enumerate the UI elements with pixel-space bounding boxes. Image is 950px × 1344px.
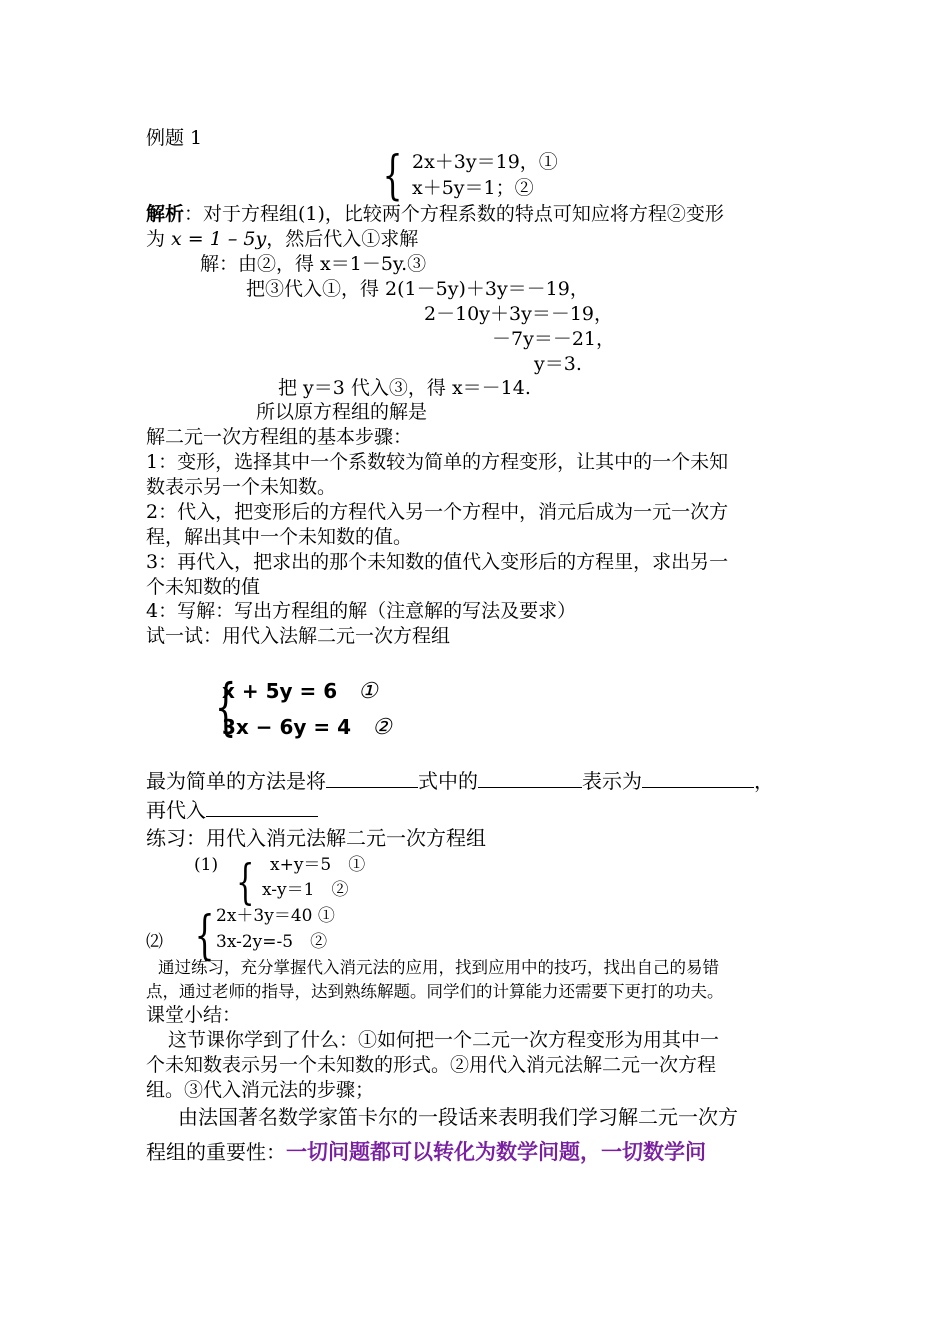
fill-text2: 式中的 bbox=[418, 769, 478, 793]
trial-eq2 bbox=[222, 715, 392, 740]
fill-text3: 表示为 bbox=[582, 769, 642, 793]
solution-line1: 解：由②，得 x＝1－5y.③ bbox=[200, 253, 427, 275]
step3-line1: 3：再代入，把求出的那个未知数的值代入变形后的方程里，求出另一 bbox=[146, 551, 729, 573]
summary-heading: 课堂小结： bbox=[146, 1004, 242, 1026]
fill-blank4[interactable] bbox=[206, 798, 318, 817]
practice-number1: (1) bbox=[194, 855, 219, 875]
analysis-line1 bbox=[146, 202, 724, 226]
solution-line5: y＝3. bbox=[534, 353, 582, 375]
practice2-brace: { bbox=[194, 906, 215, 966]
summary-line5 bbox=[146, 1140, 706, 1164]
example-eq1: 2x＋3y＝19，① bbox=[412, 151, 558, 173]
trial-brace: { bbox=[214, 670, 237, 743]
steps-heading: 解二元一次方程组的基本步骤： bbox=[146, 426, 413, 448]
step4: 4：写解：写出方程组的解（注意解的写法及要求） bbox=[146, 600, 577, 622]
practice-heading: 练习：用代入消元法解二元一次方程组 bbox=[146, 826, 486, 850]
fill-text4: ， bbox=[754, 769, 774, 793]
trial-eq1-mark: ① bbox=[358, 679, 378, 704]
solution-line4: －7y＝－21， bbox=[492, 328, 615, 350]
summary-emphasis: 一切问题都可以转化为数学问题，一切数学问 bbox=[286, 1140, 706, 1164]
fill-line1 bbox=[146, 769, 774, 793]
practice2-eq2: 3x-2y=-5 ② bbox=[216, 932, 328, 952]
fill-blank1[interactable] bbox=[326, 769, 418, 788]
analysis-line2 bbox=[146, 227, 418, 251]
analysis-line2-post: ，然后代入①求解 bbox=[266, 228, 419, 250]
practice-number2: ⑵ bbox=[146, 932, 163, 952]
solution-line6: 把 y＝3 代入③，得 x＝－14. bbox=[278, 377, 531, 399]
step2-line1: 2：代入，把变形后的方程代入另一个方程中，消元后成为一元一次方 bbox=[146, 501, 729, 523]
fill-text1: 最为简单的方法是将 bbox=[146, 769, 326, 793]
practice-note2: 点，通过老师的指导，达到熟练解题。同学们的计算能力还需要下更打的功夫。 bbox=[146, 982, 724, 1001]
example-eq2: x＋5y＝1；② bbox=[412, 177, 534, 199]
summary-line4: 由法国著名数学家笛卡尔的一段话来表明我们学习解二元一次方 bbox=[178, 1105, 738, 1129]
analysis-label: 解析 bbox=[146, 203, 185, 225]
fill-text5: 再代入 bbox=[146, 798, 206, 822]
step1-line2: 数表示另一个未知数。 bbox=[146, 476, 337, 498]
practice1-brace: { bbox=[236, 854, 255, 910]
analysis-line2-math: x = 1 – 5y bbox=[171, 228, 267, 250]
solution-line2: 把③代入①，得 2(1－5y)＋3y＝－19， bbox=[246, 278, 589, 300]
trial-eq1 bbox=[222, 679, 378, 704]
summary-line3: 组。③代入消元法的步骤； bbox=[146, 1079, 375, 1101]
trial-eq1-text: x + 5y = 6 bbox=[222, 679, 338, 703]
analysis-line2-pre: 为 bbox=[146, 228, 172, 250]
step3-line2: 个未知数的值 bbox=[146, 576, 261, 598]
trial-eq2-mark: ② bbox=[371, 715, 392, 740]
trial-eq2-text: 3x − 6y = 4 bbox=[222, 715, 352, 739]
step2-line2: 程，解出其中一个未知数的值。 bbox=[146, 526, 413, 548]
example-brace: { bbox=[382, 146, 403, 206]
analysis-text: ：对于方程组(1)，比较两个方程系数的特点可知应将方程②变形 bbox=[184, 203, 724, 225]
step1-line1: 1：变形，选择其中一个系数较为简单的方程变形，让其中的一个未知 bbox=[146, 451, 729, 473]
example-title: 例题 1 bbox=[146, 127, 203, 149]
fill-line2 bbox=[146, 798, 318, 822]
practice-note1: 通过练习，充分掌握代入消元法的应用，找到应用中的技巧，找出自己的易错 bbox=[158, 958, 719, 977]
solution-line3: 2－10y＋3y＝－19， bbox=[424, 303, 613, 325]
summary-line1: 这节课你学到了什么：①如何把一个二元一次方程变形为用其中一 bbox=[168, 1029, 720, 1051]
fill-blank2[interactable] bbox=[478, 769, 582, 788]
practice1-eq1: x+y＝5 ① bbox=[270, 855, 366, 875]
practice1-eq2: x-y＝1 ② bbox=[262, 880, 349, 900]
practice2-eq1: 2x＋3y＝40 ① bbox=[216, 906, 335, 926]
summary-line2: 个未知数表示另一个未知数的形式。②用代入消元法解二元一次方程 bbox=[146, 1054, 717, 1076]
trial-heading: 试一试：用代入法解二元一次方程组 bbox=[146, 625, 451, 647]
summary-line5-pre: 程组的重要性： bbox=[146, 1140, 286, 1164]
solution-line7: 所以原方程组的解是 bbox=[256, 401, 428, 423]
fill-blank3[interactable] bbox=[642, 769, 754, 788]
